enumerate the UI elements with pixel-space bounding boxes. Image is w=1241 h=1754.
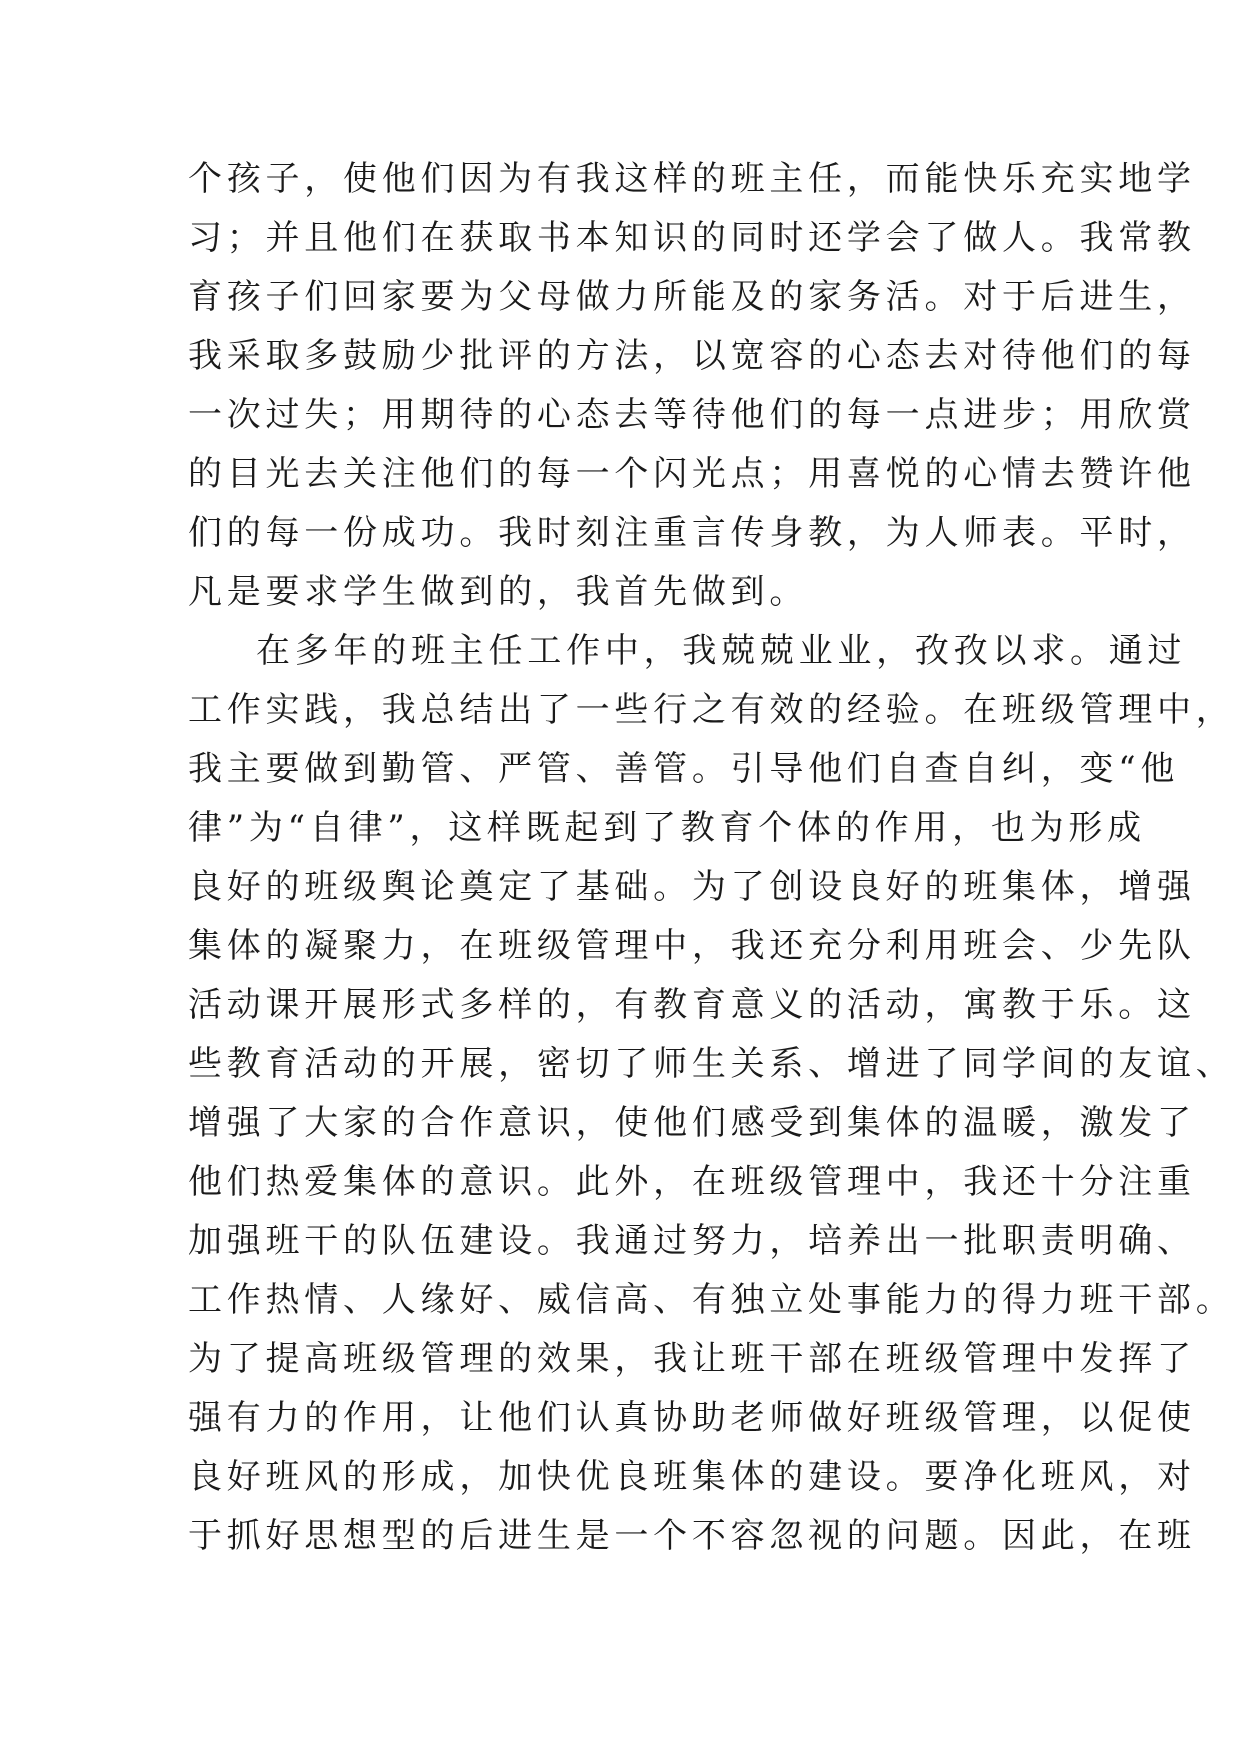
text-line: 强有力的作用，让他们认真协助老师做好班级管理，以促使 [188,1398,1196,1438]
text-line: 习；并且他们在获取书本知识的同时还学会了做人。我常教 [188,218,1196,258]
text-line: 为了提高班级管理的效果，我让班干部在班级管理中发挥了 [188,1339,1196,1379]
body-text [188,150,1235,1566]
text-line: 良好的班级舆论奠定了基础。为了创设良好的班集体，增强 [188,867,1196,907]
text-line: 集体的凝聚力，在班级管理中，我还充分利用班会、少先队 [188,926,1196,966]
text-line: 的目光去关注他们的每一个闪光点；用喜悦的心情去赞许他 [188,454,1196,494]
text-line: 工作实践，我总结出了一些行之有效的经验。在班级管理中， [188,690,1235,730]
text-line: 一次过失；用期待的心态去等待他们的每一点进步；用欣赏 [188,395,1196,435]
text-line: 凡是要求学生做到的，我首先做到。 [188,572,809,612]
text-line: 良好班风的形成，加快优良班集体的建设。要净化班风，对 [188,1457,1196,1497]
paragraph-start-line: 在多年的班主任工作中，我兢兢业业，孜孜以求。通过 [256,631,1187,671]
text-line: 工作热情、人缘好、威信高、有独立处事能力的得力班干部。 [188,1280,1235,1320]
text-line: 加强班干的队伍建设。我通过努力，培养出一批职责明确、 [188,1221,1196,1261]
text-line: 他们热爱集体的意识。此外，在班级管理中，我还十分注重 [188,1162,1196,1202]
text-line: 们的每一份成功。我时刻注重言传身教，为人师表。平时， [188,513,1196,553]
text-line: 个孩子，使他们因为有我这样的班主任，而能快乐充实地学 [188,159,1196,199]
text-line: 我采取多鼓励少批评的方法，以宽容的心态去对待他们的每 [188,336,1196,376]
text-line: 活动课开展形式多样的，有教育意义的活动，寓教于乐。这 [188,985,1196,1025]
text-line: 律”为“自律”，这样既起到了教育个体的作用，也为形成 [188,808,1146,848]
text-line: 育孩子们回家要为父母做力所能及的家务活。对于后进生， [188,277,1196,317]
text-line: 增强了大家的合作意识，使他们感受到集体的温暖，激发了 [188,1103,1196,1143]
text-line: 些教育活动的开展，密切了师生关系、增进了同学间的友谊、 [188,1044,1235,1084]
text-line: 我主要做到勤管、严管、善管。引导他们自查自纠，变“他 [188,749,1180,789]
text-line: 于抓好思想型的后进生是一个不容忽视的问题。因此，在班 [188,1516,1196,1556]
